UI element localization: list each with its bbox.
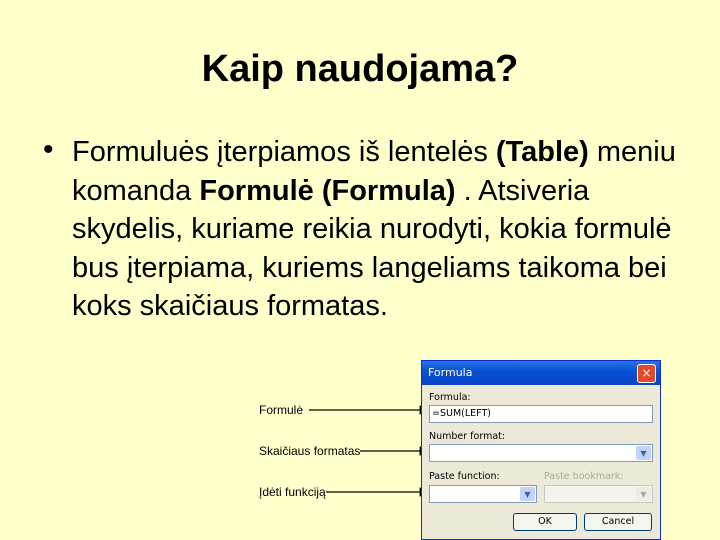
close-icon[interactable]: ×: [637, 364, 656, 383]
chevron-down-icon[interactable]: ▼: [636, 446, 651, 460]
formula-input[interactable]: =SUM(LEFT): [429, 405, 653, 423]
slide-title: Kaip naudojama?: [201, 48, 519, 90]
paste-function-label: Paste function:: [429, 471, 500, 482]
body-text-1: Formuluės įterpiamos iš lentelės: [72, 136, 496, 168]
bullet-marker: •: [43, 133, 54, 166]
paste-function-select[interactable]: [429, 485, 537, 503]
label-ideti-funkcija: Įdėti funkciją: [259, 485, 326, 499]
body-bold-table: (Table): [495, 136, 589, 168]
paste-bookmark-label: Paste bookmark:: [544, 471, 624, 482]
chevron-down-icon[interactable]: ▼: [520, 487, 535, 501]
ok-button[interactable]: OK: [513, 513, 577, 531]
formula-label: Formula:: [429, 392, 471, 403]
label-formule: Formulė: [259, 403, 304, 417]
label-skaiciaus-formatas: Skaičiaus formatas: [259, 444, 361, 458]
body-bold-formula: Formulė (Formula): [199, 174, 456, 207]
dialog-titlebar: [422, 361, 660, 385]
paste-bookmark-select: [544, 485, 653, 503]
cancel-button[interactable]: Cancel: [584, 513, 652, 531]
body-text-3: . Atsiveria skydelis, kuriame reikia nurodyti, kokia formulė bus įterpiama, kuriems langeliams taikoma bei koks skaičiaus formatas.: [72, 174, 672, 322]
number-format-label: Number format:: [429, 431, 506, 442]
number-format-select[interactable]: [429, 444, 653, 462]
body-text-2: meniu komanda: [72, 136, 676, 207]
formula-dialog: [421, 360, 661, 540]
chevron-down-icon: ▼: [636, 487, 651, 501]
dialog-title: Formula: [428, 366, 473, 379]
